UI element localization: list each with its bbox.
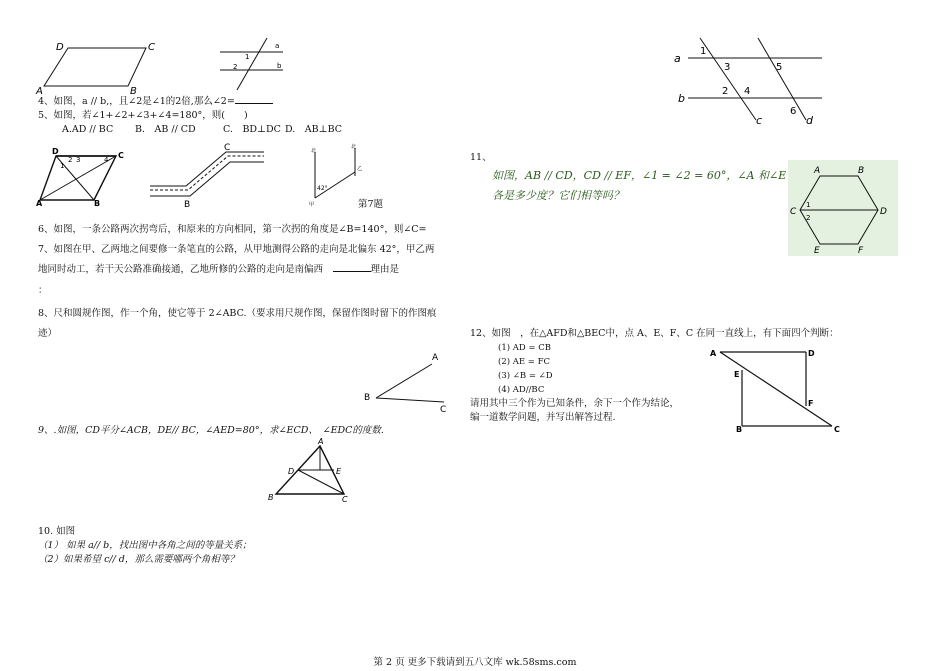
- quad-angle-4: 4: [104, 156, 109, 164]
- tri-label-e: E: [336, 467, 342, 476]
- question-12-line3: 编一道数学问题，并写出解答过程.: [470, 412, 616, 423]
- question-10-part1: （1） 如果 a// b，找出图中各角之间的等量关系；: [38, 540, 252, 551]
- para-label-a: A: [36, 86, 43, 97]
- north-label-b: 北: [351, 144, 357, 150]
- angle-label-b: B: [364, 393, 371, 403]
- quad-angle-1: 1: [60, 162, 65, 170]
- tri-label-c: C: [342, 495, 348, 504]
- hex-label-e: E: [814, 246, 820, 256]
- question-8-line1: 8、尺和圆规作图，作一个角，使它等于 2∠ABC.（要求用尺规作图，保留作图时留下的作图痕: [38, 308, 437, 319]
- page-footer: 第 2 页 更多下载请到五八文库 wk.58sms.com: [373, 657, 577, 668]
- question-11-line2: 各是多少度？它们相等吗？: [492, 189, 624, 202]
- quad-label-c: C: [118, 151, 124, 160]
- tri-label-a: A: [318, 437, 324, 446]
- question-10-title: 10. 如图: [38, 526, 76, 537]
- q7-figure-caption: 第7题: [358, 199, 384, 210]
- angle-label-2: 2: [233, 63, 238, 71]
- line-a-label: a: [674, 52, 681, 65]
- tri-label-d: D: [288, 467, 295, 476]
- quad-angle-2: 2: [68, 156, 73, 164]
- line-label-b: b: [277, 62, 282, 70]
- para-label-d: D: [56, 42, 64, 53]
- quad-label-b: B: [94, 199, 101, 208]
- question-5-option-b: B. AB // CD: [135, 124, 196, 135]
- tri-label-b: B: [268, 493, 274, 502]
- parallelogram-figure: [36, 38, 166, 96]
- question-12-item2: (2) AE = FC: [498, 357, 551, 367]
- hex-label-a: A: [814, 166, 821, 176]
- hex-label-b: B: [858, 166, 865, 176]
- place-jia: 甲: [309, 202, 315, 208]
- angle-4-label: 4: [744, 86, 751, 97]
- line-label-a: a: [275, 42, 280, 50]
- question-10-part2: （2）如果希望 c// d，那么需要哪两个角相等？: [38, 554, 239, 565]
- hex-label-c: C: [790, 207, 797, 217]
- angle-2-label: 2: [722, 86, 729, 97]
- question-5-option-a: A.AD // BC: [62, 124, 114, 135]
- question-7-line1: 7、如图在甲、乙两地之间要修一条笔直的公路，从甲地测得公路的走向是北偏东 42°，甲乙两: [38, 244, 435, 255]
- angle-label-c: C: [440, 405, 447, 415]
- angle-label-a: A: [432, 353, 439, 363]
- angle-5-label: 5: [776, 62, 783, 73]
- road-label-c: C: [224, 143, 231, 153]
- question-7-line3: ：: [38, 285, 48, 296]
- question-4: 4、如图，a // b,，且∠2是∠1的2倍,那么∠2=: [38, 96, 273, 108]
- angle-abc-figure: [364, 350, 454, 414]
- answer-blank: [333, 271, 371, 272]
- question-11-line1: 如图，AB // CD，CD // EF，∠1 = ∠2 = 60°，∠A 和∠E: [492, 169, 787, 182]
- angle-3-label: 3: [724, 62, 731, 73]
- hex-label-d: D: [880, 207, 887, 217]
- para-label-c: C: [148, 42, 155, 53]
- lines-abcd-figure: [672, 34, 832, 128]
- question-6: 6、如图，一条公路两次拐弯后，和原来的方向相同，第一次拐的角度是∠B=140°，则∠C=: [38, 224, 427, 235]
- question-5: 5、如图，若∠1+∠2+∠3+∠4=180°，则( ): [38, 110, 248, 121]
- fig12-label-f: F: [808, 399, 814, 408]
- road-figure: [148, 144, 268, 208]
- angle-6-label: 6: [790, 106, 797, 117]
- quad-label-d: D: [52, 147, 59, 156]
- figure-12: [708, 344, 848, 434]
- question-9: 9、.如图，CD平分∠ACB，DE// BC，∠AED=80°，求∠ECD、 ∠EDC的度数.: [38, 425, 384, 436]
- parallel-lines-figure: [215, 36, 295, 96]
- quad-angle-3: 3: [76, 156, 81, 164]
- angle-42-label: 42°: [317, 185, 328, 192]
- fig12-label-a: A: [710, 349, 717, 358]
- hex-label-f: F: [858, 246, 864, 256]
- line-c-label: c: [756, 114, 763, 127]
- question-12-item4: (4) AD//BC: [498, 385, 545, 395]
- quadrilateral-figure: [36, 146, 132, 206]
- question-12-item1: (1) AD = CB: [498, 343, 551, 353]
- fig12-label-e: E: [734, 370, 740, 379]
- question-5-option-d: D. AB⊥BC: [285, 124, 343, 135]
- line-b-label: b: [678, 92, 685, 105]
- place-yi: 乙: [357, 166, 363, 172]
- north-label-a: 北: [311, 148, 317, 154]
- question-7-line2: 地同时动工，若干天公路准确接通，乙地所修的公路的走向是南偏西 理由是: [38, 264, 400, 275]
- triangle-figure: [268, 437, 350, 504]
- fig12-label-b: B: [736, 425, 743, 434]
- hex-angle-2: 2: [806, 214, 811, 222]
- question-12-line1: 12、如图 ，在△AFD和△BEC中，点 A、E、F、C 在同一直线上，有下面四个判断：: [470, 328, 839, 339]
- hexagon-figure: [788, 160, 898, 256]
- fig12-label-c: C: [834, 425, 840, 434]
- angle-1-label: 1: [700, 46, 707, 57]
- question-8-line2: 迹）: [38, 328, 58, 339]
- line-d-label: d: [806, 114, 813, 127]
- question-11-number: 11、: [470, 152, 492, 163]
- question-12-line2: 请用其中三个作为已知条件，余下一个作为结论，: [470, 398, 680, 409]
- para-label-b: B: [130, 86, 137, 97]
- answer-blank: [235, 103, 273, 104]
- question-5-option-c: C. BD⊥DC: [223, 124, 281, 135]
- road-label-b: B: [184, 200, 191, 210]
- angle-label-1: 1: [245, 53, 250, 61]
- question-12-item3: (3) ∠B = ∠D: [498, 371, 553, 381]
- compass-figure: [305, 146, 365, 208]
- quad-label-a: A: [36, 199, 43, 208]
- hex-angle-1: 1: [806, 201, 811, 209]
- fig12-label-d: D: [808, 349, 815, 358]
